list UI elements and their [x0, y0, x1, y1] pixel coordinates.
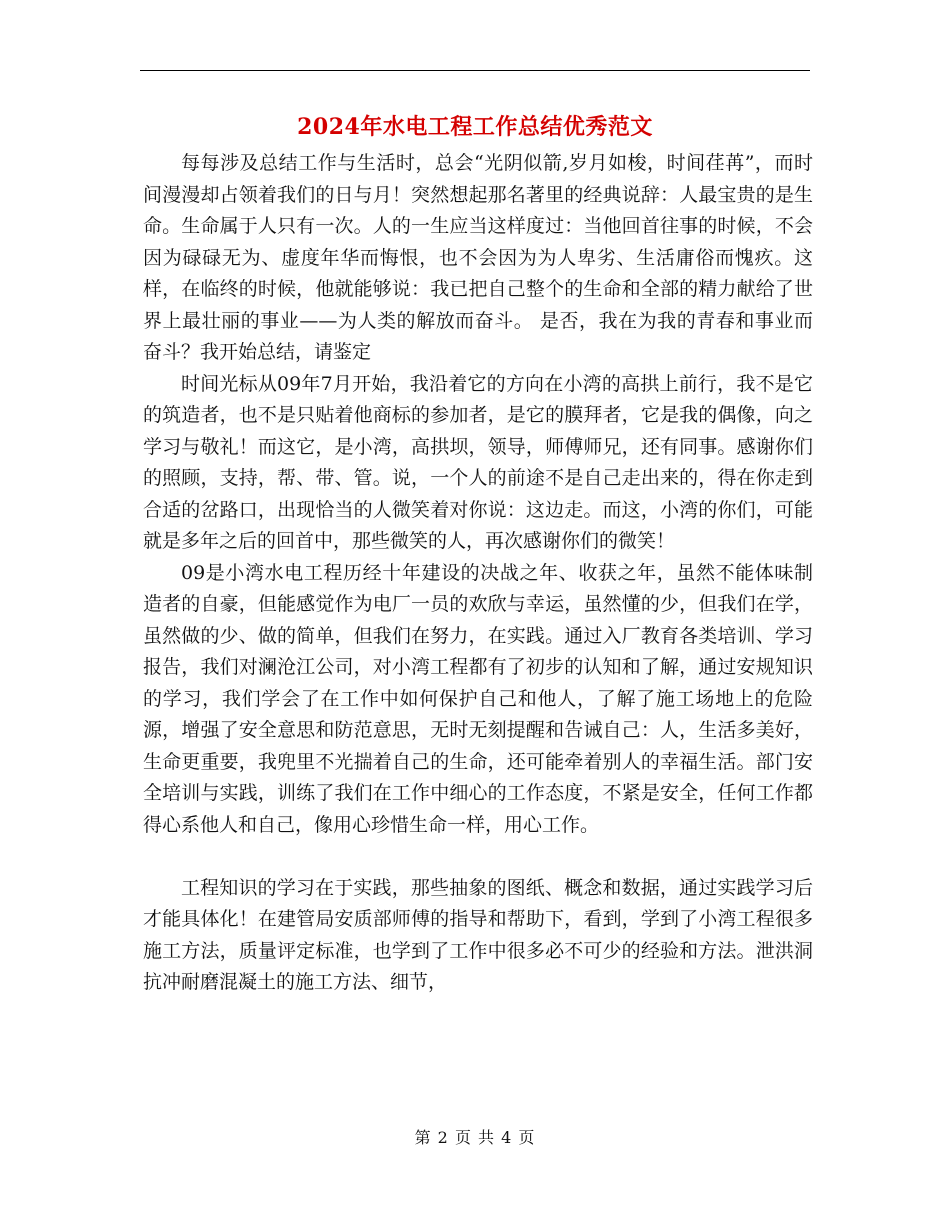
paragraph-4: 工程知识的学习在于实践，那些抽象的图纸、概念和数据，通过实践学习后才能具体化！在建管局安质部师傅的指导和帮助下，看到，学到了小湾工程很多施工方法，质量评定标准，也学到了工作中很多必不可少的经验和方法。泄洪洞抗冲耐磨混凝土的施工方法、细节， — [143, 876, 813, 993]
paragraph-1: 每每涉及总结工作与生活时，总会“光阴似箭,岁月如梭，时间荏苒”，而时间漫漫却占领着我们的日与月！突然想起那名著里的经典说辞：人最宝贵的是生命。生命属于人只有一次。人的一生应当这样度过：当他回首往事的时候，不会因为碌碌无为、虚度年华而悔恨，也不会因为为人卑劣、生活庸俗而愧疚。这样，在临终的时候，他就能够说：我已把自己整个的生命和全部的精力献给了世界上最壮丽的事业——为人类的解放而奋斗。 是否，我在为我的青春和事业而奋斗？我开始总结，请鉴定 — [143, 152, 813, 363]
paragraph-2: 时间光标从09年7月开始，我沿着它的方向在小湾的高拱上前行，我不是它的筑造者，也不是只贴着他商标的参加者，是它的膜拜者，它是我的偶像，向之学习与敬礼！而这它，是小湾，高拱坝，领导，师傅师兄，还有同事。感谢你们的照顾，支持，帮、带、管。说，一个人的前途不是自己走出来的，得在你走到合适的岔路口，出现恰当的人微笑着对你说：这边走。而这，小湾的你们，可能就是多年之后的回首中，那些微笑的人，再次感谢你们的微笑！ — [143, 372, 813, 552]
page-number-footer: 第 2 页 共 4 页 — [414, 1128, 536, 1147]
paragraph-3: 09是小湾水电工程历经十年建设的决战之年、收获之年，虽然不能体味制造者的自豪，但能感觉作为电厂一员的欢欣与幸运，虽然懂的少，但我们在学，虽然做的少、做的简单，但我们在努力，在实践。通过入厂教育各类培训、学习报告，我们对澜沧江公司，对小湾工程都有了初步的认知和了解，通过安规知识的学习，我们学会了在工作中如何保护自己和他人，了解了施工场地上的危险源，增强了安全意思和防范意思，无时无刻提醒和告诫自己：人，生活多美好，生命更重要，我兜里不光揣着自己的生命，还可能牵着别人的幸福生活。部门安全培训与实践，训练了我们在工作中细心的工作态度，不紧是安全，任何工作都得心系他人和自己，像用心珍惜生命一样，用心工作。 — [143, 561, 813, 836]
document-title: 2024年水电工程工作总结优秀范文 — [297, 114, 653, 140]
header-rule — [140, 70, 810, 71]
document-body — [143, 148, 813, 999]
